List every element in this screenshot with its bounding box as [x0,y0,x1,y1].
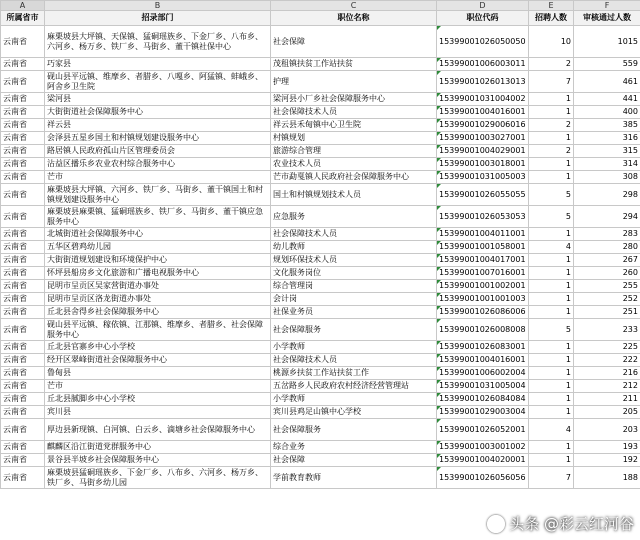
cell-position[interactable]: 文化服务岗位 [271,267,437,280]
cell-code[interactable]: 15399001026052001 [437,419,529,441]
cell-approved[interactable]: 1015 [574,26,640,58]
cell-province[interactable]: 云南省 [1,293,45,306]
cell-quota[interactable]: 1 [529,293,574,306]
cell-province[interactable]: 云南省 [1,354,45,367]
cell-approved[interactable]: 222 [574,354,640,367]
cell-province[interactable]: 云南省 [1,406,45,419]
cell-province[interactable]: 云南省 [1,467,45,489]
cell-province[interactable]: 云南省 [1,280,45,293]
cell-approved[interactable]: 252 [574,293,640,306]
cell-quota[interactable]: 4 [529,241,574,254]
cell-code[interactable]: 15399001004020001 [437,454,529,467]
cell-approved[interactable]: 188 [574,467,640,489]
cell-province[interactable]: 云南省 [1,132,45,145]
cell-approved[interactable]: 280 [574,241,640,254]
cell-code[interactable]: 15399001026084084 [437,393,529,406]
table-row [1,454,640,467]
cell-approved[interactable]: 314 [574,158,640,171]
cell-approved[interactable]: 193 [574,441,640,454]
table-row [1,267,640,280]
cell-approved[interactable]: 260 [574,267,640,280]
cell-code[interactable]: 15399001007016001 [437,267,529,280]
cell-province[interactable]: 云南省 [1,71,45,93]
cell-code[interactable]: 15399001031004002 [437,93,529,106]
cell-position[interactable]: 社会保障技术人员 [271,354,437,367]
cell-approved[interactable]: 192 [574,454,640,467]
table-row [1,228,640,241]
cell-department[interactable]: 麻栗坡县麻栗镇、猛硐瑶族乡、铁厂乡、马街乡、董干镇应急服务中心 [45,206,271,228]
table-row [1,254,640,267]
cell-approved[interactable]: 294 [574,206,640,228]
cell-position[interactable]: 综合业务 [271,441,437,454]
cell-quota[interactable]: 5 [529,206,574,228]
cell-quota[interactable]: 5 [529,184,574,206]
cell-approved[interactable]: 315 [574,145,640,158]
cell-position[interactable]: 小学教师 [271,393,437,406]
cell-code[interactable]: 15399001006003011 [437,58,529,71]
cell-code[interactable]: 15399001004029001 [437,145,529,158]
cell-quota[interactable]: 10 [529,26,574,58]
cell-approved[interactable]: 205 [574,406,640,419]
cell-department[interactable]: 芒市 [45,171,271,184]
cell-code[interactable]: 15399001003027001 [437,132,529,145]
cell-province[interactable]: 云南省 [1,158,45,171]
cell-position[interactable]: 农业技术人员 [271,158,437,171]
column-letter[interactable]: A [1,1,45,11]
cell-province[interactable]: 云南省 [1,171,45,184]
column-letter[interactable]: E [529,1,574,11]
table-row [1,171,640,184]
table-row [1,145,640,158]
cell-position[interactable]: 国土和村镇规划技术人员 [271,184,437,206]
table-row [1,71,640,93]
table-row [1,380,640,393]
cell-code[interactable]: 15399001026013013 [437,71,529,93]
cell-department[interactable]: 祥云县 [45,119,271,132]
cell-quota[interactable]: 4 [529,419,574,441]
cell-quota[interactable]: 1 [529,341,574,354]
column-letter[interactable]: C [271,1,437,11]
cell-department[interactable]: 怀坪县船房乡文化旅游和广播电视服务中心 [45,267,271,280]
cell-province[interactable]: 云南省 [1,267,45,280]
cell-position[interactable]: 小学教师 [271,341,437,354]
cell-quota[interactable]: 1 [529,306,574,319]
cell-department[interactable]: 会泽县五星乡国土和村镇规划建设服务中心 [45,132,271,145]
cell-code[interactable]: 15399001026056056 [437,467,529,489]
cell-code[interactable]: 15399001031005004 [437,380,529,393]
cell-approved[interactable]: 461 [574,71,640,93]
cell-position[interactable]: 宾川县鸡足山镇中心学校 [271,406,437,419]
cell-department[interactable]: 昆明市呈贡区吴家营街道办事处 [45,280,271,293]
cell-approved[interactable]: 559 [574,58,640,71]
cell-position[interactable]: 茂租镇扶贫工作站扶贫 [271,58,437,71]
cell-approved[interactable]: 251 [574,306,640,319]
cell-province[interactable]: 云南省 [1,393,45,406]
header-approved[interactable]: 审核通过人数 [574,11,640,26]
column-letters-row [1,1,640,11]
table-row [1,393,640,406]
cell-position[interactable]: 综合管理岗 [271,280,437,293]
cell-approved[interactable]: 308 [574,171,640,184]
cell-approved[interactable]: 441 [574,93,640,106]
cell-department[interactable]: 昆明市呈贡区洛龙街道办事处 [45,293,271,306]
cell-department[interactable]: 五华区碧鸡幼儿园 [45,241,271,254]
table-row [1,241,640,254]
table-row [1,467,640,489]
cell-quota[interactable]: 1 [529,171,574,184]
table-row [1,441,640,454]
cell-province[interactable]: 云南省 [1,367,45,380]
table-row [1,58,640,71]
watermark [487,513,634,534]
watermark-text: 头条 @彩云红河谷 [509,515,634,533]
cell-department[interactable]: 经开区翠峰街道社会保障服务中心 [45,354,271,367]
cell-quota[interactable]: 1 [529,254,574,267]
cell-code[interactable]: 15399001026083001 [437,341,529,354]
cell-quota[interactable]: 1 [529,228,574,241]
table-row [1,341,640,354]
cell-position[interactable]: 幼儿教师 [271,241,437,254]
cell-province[interactable]: 云南省 [1,145,45,158]
cell-province[interactable]: 云南省 [1,341,45,354]
cell-department[interactable]: 宾川县 [45,406,271,419]
cell-province[interactable]: 云南省 [1,228,45,241]
cell-quota[interactable]: 5 [529,319,574,341]
cell-code[interactable]: 15399001004011001 [437,228,529,241]
cell-approved[interactable]: 400 [574,106,640,119]
watermark-logo-icon [487,515,505,533]
cell-position[interactable]: 社会保障服务 [271,319,437,341]
table-row [1,354,640,367]
cell-department[interactable]: 景谷县半坡乡社会保障服务中心 [45,454,271,467]
cell-quota[interactable]: 1 [529,393,574,406]
cell-quota[interactable]: 2 [529,58,574,71]
cell-position[interactable]: 护理 [271,71,437,93]
cell-position[interactable]: 祥云县禾甸镇中心卫生院 [271,119,437,132]
cell-province[interactable]: 云南省 [1,254,45,267]
cell-approved[interactable]: 298 [574,184,640,206]
cell-department[interactable]: 砚山县平远镇、稼依镇、江那镇、维摩乡、者腊乡、社会保障服务中心 [45,319,271,341]
cell-code[interactable]: 15399001004016001 [437,106,529,119]
cell-approved[interactable]: 385 [574,119,640,132]
cell-position[interactable]: 芒市勐戛镇人民政府社会保障服务中心 [271,171,437,184]
table-row [1,132,640,145]
cell-approved[interactable]: 283 [574,228,640,241]
cell-code[interactable]: 15399001026053053 [437,206,529,228]
cell-position[interactable]: 社会保障技术人员 [271,228,437,241]
cell-position[interactable]: 村镇规划 [271,132,437,145]
cell-approved[interactable]: 316 [574,132,640,145]
cell-quota[interactable]: 1 [529,106,574,119]
cell-approved[interactable]: 267 [574,254,640,267]
cell-position[interactable]: 社会保障 [271,26,437,58]
cell-department[interactable]: 鲁甸县 [45,367,271,380]
cell-approved[interactable]: 212 [574,380,640,393]
header-province[interactable]: 所属省市 [1,11,45,26]
cell-position[interactable]: 桃源乡扶贫工作站扶贫工作 [271,367,437,380]
cell-position[interactable]: 规划环保技术人员 [271,254,437,267]
cell-code[interactable]: 15399001026055055 [437,184,529,206]
cell-code[interactable]: 15399001001001003 [437,293,529,306]
cell-province[interactable]: 云南省 [1,319,45,341]
cell-province[interactable]: 云南省 [1,419,45,441]
cell-province[interactable]: 云南省 [1,119,45,132]
cell-position[interactable]: 社会保障服务 [271,419,437,441]
table-row [1,119,640,132]
cell-province[interactable]: 云南省 [1,306,45,319]
cell-quota[interactable]: 1 [529,406,574,419]
table-row [1,319,640,341]
cell-province[interactable]: 云南省 [1,58,45,71]
cell-position[interactable]: 五岔路乡人民政府农村经济经营管理站 [271,380,437,393]
cell-code[interactable]: 15399001026086006 [437,306,529,319]
header-row [1,11,640,26]
cell-position[interactable]: 旅游综合管理 [271,145,437,158]
cell-department[interactable]: 丘北县官寨乡中心小学校 [45,341,271,354]
cell-quota[interactable]: 2 [529,145,574,158]
cell-province[interactable]: 云南省 [1,184,45,206]
cell-position[interactable]: 学前教育教师 [271,467,437,489]
table-row [1,206,640,228]
cell-approved[interactable]: 255 [574,280,640,293]
cell-code[interactable]: 15399001006002004 [437,367,529,380]
cell-code[interactable]: 15399001003001002 [437,441,529,454]
cell-quota[interactable]: 1 [529,367,574,380]
header-department[interactable]: 招录部门 [45,11,271,26]
cell-code[interactable]: 15399001026050050 [437,26,529,58]
cell-province[interactable]: 云南省 [1,454,45,467]
cell-position[interactable]: 社会保障技术人员 [271,106,437,119]
table-row [1,293,640,306]
cell-code[interactable]: 15399001004016001 [437,354,529,367]
cell-code[interactable]: 15399001029006016 [437,119,529,132]
table-row [1,406,640,419]
cell-position[interactable]: 社保业务员 [271,306,437,319]
column-letter[interactable]: D [437,1,529,11]
cell-department[interactable]: 大街街道规划建设和环境保护中心 [45,254,271,267]
table-row [1,280,640,293]
cell-department[interactable]: 麻栗坡县猛硐瑶族乡、下金厂乡、八布乡、六河乡、杨万乡、铁厂乡、马街乡幼儿园 [45,467,271,489]
cell-province[interactable]: 云南省 [1,206,45,228]
cell-quota[interactable]: 1 [529,280,574,293]
cell-quota[interactable]: 1 [529,158,574,171]
cell-quota[interactable]: 1 [529,93,574,106]
table-row [1,184,640,206]
cell-approved[interactable]: 233 [574,319,640,341]
cell-department[interactable]: 芒市 [45,380,271,393]
cell-code[interactable]: 15399001004017001 [437,254,529,267]
cell-province[interactable]: 云南省 [1,241,45,254]
cell-department[interactable]: 麻栗坡县大坪镇、天保镇、猛硐瑶族乡、下金厂乡、八布乡、六河乡、杨万乡、铁厂乡、马街乡、董干镇社保中心 [45,26,271,58]
cell-approved[interactable]: 211 [574,393,640,406]
header-quota[interactable]: 招聘人数 [529,11,574,26]
cell-province[interactable]: 云南省 [1,93,45,106]
cell-approved[interactable]: 203 [574,419,640,441]
cell-province[interactable]: 云南省 [1,26,45,58]
header-position[interactable]: 职位名称 [271,11,437,26]
cell-province[interactable]: 云南省 [1,380,45,393]
cell-quota[interactable]: 1 [529,441,574,454]
cell-department[interactable]: 厚边县新现镇、白河镇、白云乡、滴塘乡社会保障服务中心 [45,419,271,441]
cell-department[interactable]: 梁河县 [45,93,271,106]
cell-department[interactable]: 大街街道社会保障服务中心 [45,106,271,119]
cell-province[interactable]: 云南省 [1,106,45,119]
cell-quota[interactable]: 1 [529,132,574,145]
cell-position[interactable]: 梁河县小厂乡社会保障服务中心 [271,93,437,106]
table-row [1,93,640,106]
cell-quota[interactable]: 1 [529,380,574,393]
cell-quota[interactable]: 2 [529,119,574,132]
cell-quota[interactable]: 7 [529,71,574,93]
cell-code[interactable]: 15399001029003004 [437,406,529,419]
table-row [1,106,640,119]
cell-department[interactable]: 路居镇人民政府孤山片区管理委员会 [45,145,271,158]
cell-code[interactable]: 15399001003018001 [437,158,529,171]
column-letter[interactable]: B [45,1,271,11]
cell-code[interactable]: 15399001031005003 [437,171,529,184]
cell-department[interactable]: 砚山县平远镇、维摩乡、者腊乡、八嘎乡、阿猛镇、蚌峨乡、阿舍乡卫生院 [45,71,271,93]
cell-department[interactable]: 麒麟区沿江街道党群服务中心 [45,441,271,454]
cell-department[interactable]: 沾益区播乐乡农业农村综合服务中心 [45,158,271,171]
cell-position[interactable]: 会计岗 [271,293,437,306]
table-row [1,367,640,380]
cell-code[interactable]: 15399001026008008 [437,319,529,341]
cell-department[interactable]: 丘北县舍得乡社会保障服务中心 [45,306,271,319]
cell-code[interactable]: 15399001001058001 [437,241,529,254]
cell-department[interactable]: 麻栗坡县大坪镇、六河乡、铁厂乡、马街乡、董干镇国土和村镇规划建设服务中心 [45,184,271,206]
cell-position[interactable]: 社会保障 [271,454,437,467]
cell-position[interactable]: 应急服务 [271,206,437,228]
cell-department[interactable]: 北城街道社会保障服务中心 [45,228,271,241]
cell-quota[interactable]: 7 [529,467,574,489]
cell-quota[interactable]: 1 [529,354,574,367]
cell-code[interactable]: 15399001001002001 [437,280,529,293]
column-letter[interactable]: F [574,1,640,11]
cell-approved[interactable]: 216 [574,367,640,380]
cell-department[interactable]: 丘北县腻脚乡中心小学校 [45,393,271,406]
table-row [1,158,640,171]
table-row [1,419,640,441]
cell-quota[interactable]: 1 [529,267,574,280]
cell-department[interactable]: 巧家县 [45,58,271,71]
cell-province[interactable]: 云南省 [1,441,45,454]
header-code[interactable]: 职位代码 [437,11,529,26]
cell-approved[interactable]: 225 [574,341,640,354]
table-row [1,306,640,319]
table-row [1,26,640,58]
cell-quota[interactable]: 1 [529,454,574,467]
